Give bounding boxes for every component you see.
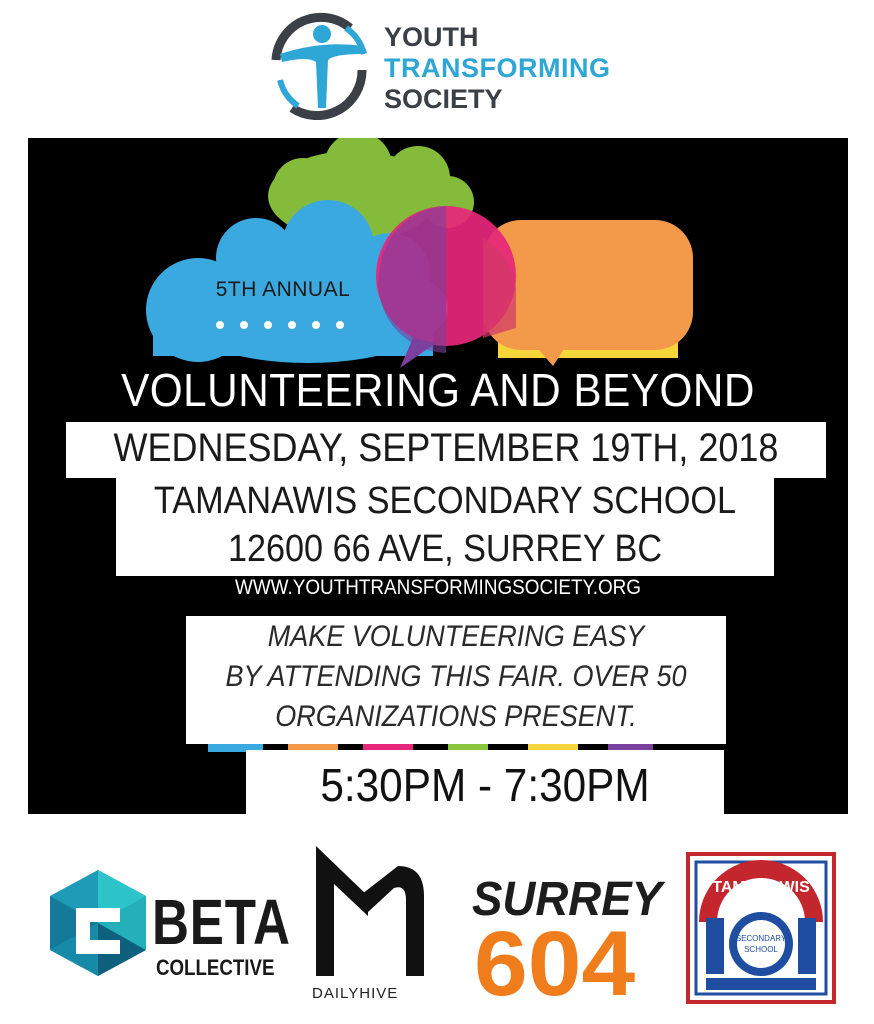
description-line1: MAKE VOLUNTEERING EASY	[267, 620, 645, 653]
tamanawis-sub1: SECONDARY	[735, 934, 787, 943]
event-venue: TAMANAWIS SECONDARY SCHOOL	[153, 480, 737, 522]
org-name-line3: SOCIETY	[384, 84, 503, 114]
event-time: 5:30PM - 7:30PM	[320, 759, 650, 811]
description-box	[186, 616, 726, 744]
surrey-word: SURREY	[472, 873, 663, 926]
daily-hive-word: DAILYHIVE	[312, 985, 399, 1002]
event-title: VOLUNTEERING AND BEYOND	[121, 364, 755, 416]
event-poster	[28, 138, 848, 814]
tamanawis-school-crest-icon	[686, 852, 836, 1004]
org-name-line1: YOUTH	[384, 22, 479, 52]
date-box	[66, 422, 826, 478]
website-link[interactable]: WWW.YOUTHTRANSFORMINGSOCIETY.ORG	[234, 576, 642, 599]
beta-word: BETA	[152, 886, 291, 958]
org-name-line2: TRANSFORMING	[384, 53, 611, 83]
surrey-604-number: 604	[474, 913, 636, 1015]
event-address: 12600 66 AVE, SURREY BC	[227, 528, 663, 570]
tamanawis-sub2: SCHOOL	[744, 945, 778, 954]
person-ring-logo-icon	[262, 10, 382, 120]
tamanawis-word: TAMANAWIS	[712, 879, 810, 896]
annual-label: 5TH ANNUAL	[215, 278, 351, 301]
address-box	[116, 476, 774, 576]
description-line3: ORGANIZATIONS PRESENT.	[275, 700, 637, 733]
beta-collective-word: COLLECTIVE	[156, 955, 275, 980]
daily-hive-logo-icon	[306, 836, 432, 1006]
event-date: WEDNESDAY, SEPTEMBER 19TH, 2018	[113, 426, 779, 470]
time-box	[246, 750, 724, 814]
org-name	[384, 22, 610, 115]
speech-bubbles-illustration	[28, 138, 848, 368]
description-line2: BY ATTENDING THIS FAIR. OVER 50	[225, 660, 687, 693]
